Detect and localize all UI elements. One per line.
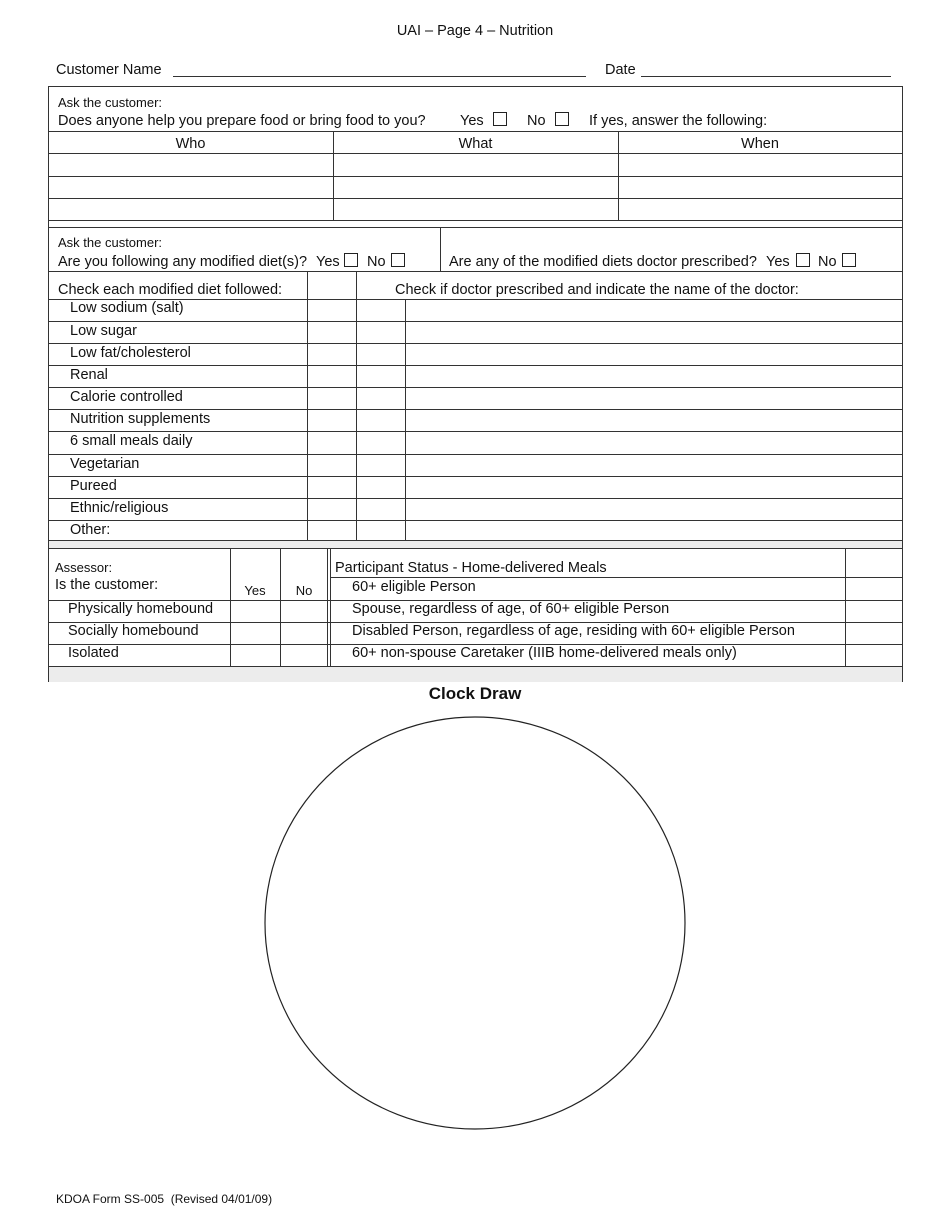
what-cell[interactable] (334, 154, 618, 220)
col-what: What (458, 136, 493, 152)
diet-prescribed-checks[interactable] (357, 300, 405, 540)
participant-status-item: Spouse, regardless of age, of 60+ eligible Person (352, 601, 670, 617)
diet-no-checkbox[interactable] (391, 253, 405, 267)
date-label: Date (605, 62, 636, 78)
page-title: UAI – Page 4 – Nutrition (396, 23, 554, 39)
prescribed-yes-checkbox[interactable] (796, 253, 810, 267)
diet-item: Ethnic/religious (70, 500, 169, 516)
prescribed-no-label: No (818, 254, 837, 270)
diet-item: Low fat/cholesterol (70, 345, 191, 361)
form-id: KDOA Form SS-005 (Revised 04/01/09) (56, 1192, 273, 1206)
check-prescribed-label: Check if doctor prescribed and indicate the name of the doctor: (395, 282, 799, 298)
clock-draw-title: Clock Draw (428, 684, 522, 703)
col-who: Who (175, 136, 206, 152)
col-when: When (741, 136, 779, 152)
assessor-item: Socially homebound (68, 623, 199, 639)
diet-followed-checks[interactable] (308, 300, 356, 540)
clock-circle (265, 717, 685, 1129)
date-field[interactable] (641, 76, 891, 77)
customer-name-label: Customer Name (56, 62, 162, 78)
assessor-item: Physically homebound (68, 601, 214, 617)
diet-yes-label: Yes (316, 254, 340, 270)
participant-status-item: 60+ eligible Person (352, 579, 476, 595)
check-followed-label: Check each modified diet followed: (58, 282, 283, 298)
diet-item: Low sodium (salt) (70, 300, 184, 316)
diet-no-label: No (367, 254, 386, 270)
who-cell[interactable] (49, 154, 333, 220)
diet-item: Calorie controlled (70, 389, 183, 405)
assessor-no-cells[interactable] (281, 601, 327, 666)
doctor-name-cells[interactable] (406, 300, 902, 540)
assessor-no-col: No (295, 583, 313, 598)
prescribed-yes-label: Yes (766, 254, 790, 270)
assessor-label: Assessor: (55, 560, 113, 575)
clock-draw-area[interactable] (262, 714, 688, 1134)
assessor-question: Is the customer: (55, 577, 159, 593)
diet-item: Low sugar (70, 323, 137, 339)
food-help-question: Does anyone help you prepare food or bring food to you? (58, 113, 426, 129)
participant-status-item: 60+ non-spouse Caretaker (IIIB home-delivered meals only) (352, 645, 737, 661)
diet-yes-checkbox[interactable] (344, 253, 358, 267)
food-help-followup: If yes, answer the following: (589, 113, 768, 129)
diet-item: Other: (70, 522, 111, 538)
customer-name-field[interactable] (173, 76, 586, 77)
prescribed-no-checkbox[interactable] (842, 253, 856, 267)
diet-question: Are you following any modified diet(s)? (58, 254, 308, 270)
when-cell[interactable] (619, 154, 902, 220)
diet-item: 6 small meals daily (70, 433, 193, 449)
food-help-yes-label: Yes (460, 113, 484, 129)
assessor-yes-cells[interactable] (231, 601, 280, 666)
diet-item: Vegetarian (70, 456, 140, 472)
diet-item: Pureed (70, 478, 117, 494)
prescribed-question: Are any of the modified diets doctor prescribed? (449, 254, 757, 270)
diet-item: Nutrition supplements (70, 411, 211, 427)
participant-status-checks[interactable] (846, 549, 902, 666)
participant-status-item: Disabled Person, regardless of age, residing with 60+ eligible Person (352, 623, 795, 639)
food-help-yes-checkbox[interactable] (493, 112, 507, 126)
assessor-yes-col: Yes (244, 583, 266, 598)
food-help-no-checkbox[interactable] (555, 112, 569, 126)
food-help-ask-label: Ask the customer: (58, 95, 163, 110)
diet-item: Renal (70, 367, 108, 383)
participant-status-title: Participant Status - Home-delivered Meals (335, 560, 607, 576)
diet-ask-label: Ask the customer: (58, 235, 163, 250)
food-help-no-label: No (527, 113, 546, 129)
assessor-item: Isolated (68, 645, 119, 661)
